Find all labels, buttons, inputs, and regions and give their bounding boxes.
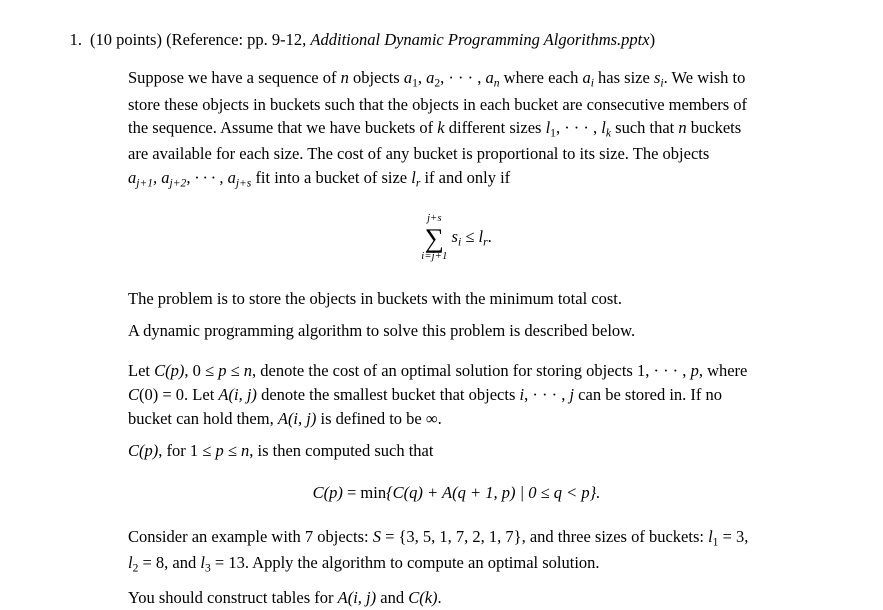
paragraph-line [128,116,817,142]
math-sub: 1 [412,77,418,90]
paragraph-line: are available for each size. The cost of any bucket is proportional to its size. The objects [128,144,710,164]
sum-lower-limit: i=j+1 [421,251,448,263]
paragraph-line: store these objects in buckets such that the objects in each bucket are consecutive members of [128,94,747,114]
text-run: fit into a bucket of size [251,168,412,188]
text-run: different sizes [444,118,546,138]
paragraph-goal [128,287,817,344]
text-run: , 0 ≤ [184,361,219,381]
math-arg: (k) [419,588,438,608]
text-run: . [487,226,492,246]
math-sub: r [483,236,488,249]
text-run: , · · · , [440,68,486,88]
math-l: l [200,553,205,573]
math-sub: i [457,236,462,249]
text-run: , a [153,168,170,188]
paragraph-line: The problem is to store the objects in buckets with the minimum total cost. [128,288,623,308]
math-C: C [408,588,420,608]
math-sub: j+2 [169,177,187,190]
math-sub: 1 [550,127,556,140]
math-arg: (i, j) [347,588,377,608]
math-j: j [569,384,575,404]
math-l: l [708,527,713,547]
text-run: if and only if [420,168,511,188]
text-run: where each [499,68,583,88]
math-sub: 3 [204,562,211,575]
text-run: buckets [686,118,742,138]
relation: ≤ [226,361,244,381]
math-sub: n [493,77,500,90]
math-sub: i [660,77,664,90]
math-l: l [128,553,133,573]
summation-body [452,227,492,250]
math-a: a [582,68,591,88]
text-run: and [376,588,409,608]
problem-headline [90,28,823,51]
math-arg: (p) [323,483,343,503]
math-sub: j+1 [136,177,154,190]
text-run: , · · · , a [186,168,236,188]
math-sub: k [605,127,612,140]
math-sub: 2 [434,77,441,90]
text-run: can be stored in. If no [574,384,723,404]
paragraph-line [128,439,817,463]
text-run: is defined to be ∞. [316,408,442,428]
math-n: n [340,68,349,88]
math-n: n [241,441,250,461]
text-run: = 8, and [138,553,201,573]
paragraph-line [128,551,817,577]
math-s: s [451,226,458,246]
text-run: has size [593,68,654,88]
math-A: A [277,408,288,428]
text-run: , denote the cost of an optimal solution for storing objects 1, · · · , [252,361,691,381]
text-run: = min [342,483,387,503]
text-run: the sequence. Assume that we have buckets of [128,118,438,138]
math-sub: 2 [132,562,139,575]
math-S: S [372,527,381,547]
text-run: , is then computed such that [249,441,434,461]
math-sub: 1 [712,536,719,549]
math-sizes [545,118,612,140]
math-a: a [485,68,494,88]
math-sub: r [415,177,421,190]
math-n: n [243,361,253,381]
paragraph-example [128,525,817,610]
text-run: Suppose we have a sequence of [128,68,341,88]
paragraph-definitions [128,359,817,463]
math-arg: (i, j) [287,408,317,428]
paragraph-line [128,359,817,383]
math-k: k [437,118,445,138]
paragraph-line: A dynamic programming algorithm to solve this problem is described below. [128,321,636,341]
text-run: objects [348,68,404,88]
math-arg: (i, j) [228,384,257,404]
text-run: such that [611,118,679,138]
reference-suffix: ) [649,30,656,49]
equation-recurrence [90,483,823,503]
text-run: , · · · , [555,118,602,138]
text-run: , [417,68,427,88]
math-A: A [218,384,229,404]
math-l: l [601,118,606,138]
text-run: = 3, [718,527,749,547]
equation-summation [90,214,823,263]
math-n: n [678,118,687,138]
summation-operator [421,214,447,263]
math-C: C [312,483,324,503]
paragraph-line [128,166,817,192]
text-run: Consider an example with 7 objects: [128,527,373,547]
reference-title: Additional Dynamic Programming Algorithms.pptx [310,30,650,49]
math-p: p [215,441,224,461]
math-A: A [337,588,348,608]
math-i: i [519,384,525,404]
paragraph-line [128,383,817,407]
problem-number: 1. [69,30,82,49]
relation: ≤ [223,441,241,461]
math-l: l [545,118,551,138]
math-a: a [128,168,137,188]
text-run: bucket can hold them, [128,408,278,428]
text-run: . We wish to [663,68,746,88]
reference-prefix: (Reference: pp. 9-12, [166,30,307,49]
math-sub: i [590,77,594,90]
math-sequence [403,68,500,90]
text-run: = {3, 5, 1, 7, 2, 1, 7}, and three sizes of buckets: [380,527,709,547]
paragraph-line [128,66,817,92]
text-run: , for 1 ≤ [158,441,216,461]
problem-1 [56,28,823,610]
math-C: C [128,384,140,404]
math-arg: (p) [165,361,185,381]
paragraph-line [128,407,817,431]
math-p: p [218,361,227,381]
math-C: C [128,441,140,461]
math-a: a [426,68,435,88]
math-l: l [411,168,416,188]
sigma-icon: ∑ [424,222,445,253]
math-C: C [154,361,166,381]
math-s: s [653,68,661,88]
math-p: p [690,361,699,381]
paragraph-problem-statement [128,66,817,192]
math-sub: j+s [235,177,252,190]
paragraph-line [128,525,817,551]
paragraph-line [128,586,817,610]
text-run: , · · · , [524,384,570,404]
text-run: (0) = 0. Let [139,384,219,404]
math-l: l [478,226,484,246]
text-run: , where [698,361,748,381]
text-run: . [437,588,442,608]
relation: ≤ [461,226,479,246]
points-label: (10 points) [90,30,162,49]
text-run: = 13. Apply the algorithm to compute an optimal solution. [210,553,600,573]
math-arg: (p) [139,441,159,461]
math-expression: {C(q) + A(q + 1, p) | 0 ≤ q < p}. [386,483,601,503]
problem-body [90,28,823,610]
text-run: You should construct tables for [128,588,338,608]
sum-upper-limit: j+s [427,213,442,225]
math-a: a [403,68,413,88]
text-run: denote the smallest bucket that objects [256,384,520,404]
text-run: Let [128,361,155,381]
